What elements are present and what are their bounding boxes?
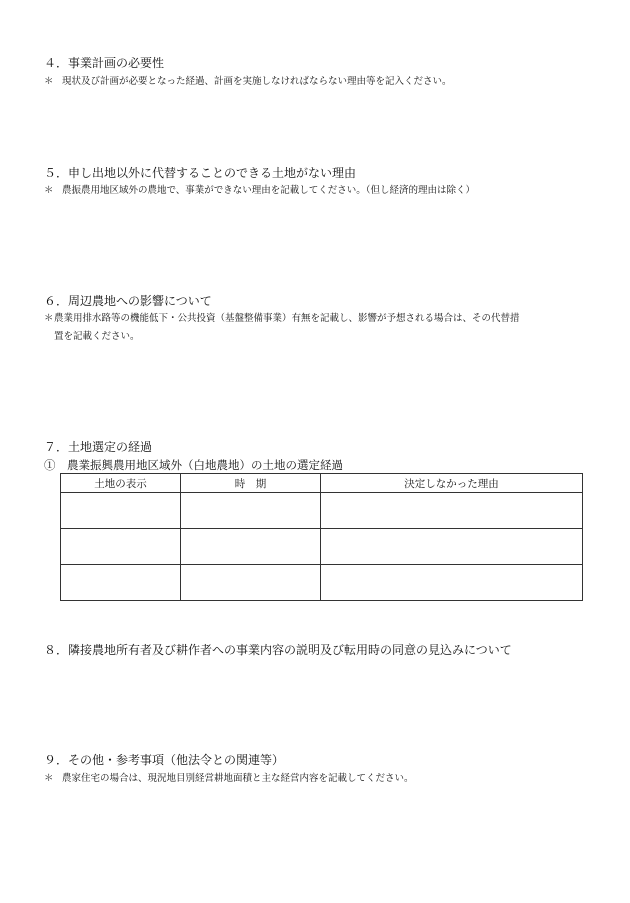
- reason-cell[interactable]: [321, 529, 583, 565]
- table-header-row: [61, 474, 583, 493]
- section-6-note: [44, 310, 604, 346]
- note-mark: ＊: [44, 313, 54, 324]
- section-5-title: ５．申し出地以外に代替することのできる土地がない理由: [44, 166, 357, 180]
- section-8-title: ８．隣接農地所有者及び耕作者への事業内容の説明及び転用時の同意の見込みについて: [44, 643, 512, 657]
- section-4-title: ４．事業計画の必要性: [44, 56, 165, 70]
- section-5-note: [44, 183, 475, 198]
- section-6-note-line-1: 農業用排水路等の機能低下・公共投資（基盤整備事業）有無を記載し、影響が予想される場合は、その代替措: [54, 313, 520, 324]
- section-9-answer-area[interactable]: [44, 792, 584, 882]
- reason-cell[interactable]: [321, 565, 583, 601]
- section-9-title: ９．その他・参考事項（他法令との関連等）: [44, 753, 285, 767]
- reason-cell[interactable]: [321, 493, 583, 529]
- table-row: [61, 565, 583, 601]
- table-row: [61, 529, 583, 565]
- section-9-note: [44, 771, 414, 786]
- note-mark: ＊: [44, 185, 54, 196]
- section-8-answer-area[interactable]: [44, 662, 584, 747]
- section-4-note: [44, 74, 452, 89]
- section-5-answer-area[interactable]: [44, 205, 584, 290]
- section-9-note-text: 農家住宅の場合は、現況地目別経営耕地面積と主な経営内容を記載してください。: [62, 773, 414, 784]
- land-display-cell[interactable]: [61, 565, 181, 601]
- section-6-note-line-2: 置を記載ください。: [54, 331, 140, 342]
- section-7-title: ７．土地選定の経過: [44, 440, 153, 454]
- section-5-note-text: 農振農用地区域外の農地で、事業ができない理由を記載してください。（但し経済的理由は除く）: [62, 185, 476, 196]
- period-cell[interactable]: [181, 493, 321, 529]
- section-6-answer-area[interactable]: [44, 350, 584, 435]
- land-display-cell[interactable]: [61, 493, 181, 529]
- note-mark: ＊: [44, 76, 54, 87]
- section-4-answer-area[interactable]: [44, 95, 584, 160]
- section-6-title: ６．周辺農地への影響について: [44, 294, 212, 308]
- period-cell[interactable]: [181, 529, 321, 565]
- period-cell[interactable]: [181, 565, 321, 601]
- section-7-sub-title: ① 農業振興農用地区域外（白地農地）の土地の選定経過: [44, 458, 343, 472]
- land-selection-table: [60, 473, 583, 601]
- table-row: [61, 493, 583, 529]
- section-4-note-text: 現状及び計画が必要となった経過、計画を実施しなければならない理由等を記入ください。: [62, 76, 452, 87]
- header-land-display: 土地の表示: [61, 474, 181, 493]
- header-period: 時 期: [181, 474, 321, 493]
- header-reason-not-chosen: 決定しなかった理由: [321, 474, 583, 493]
- note-mark: ＊: [44, 773, 54, 784]
- land-display-cell[interactable]: [61, 529, 181, 565]
